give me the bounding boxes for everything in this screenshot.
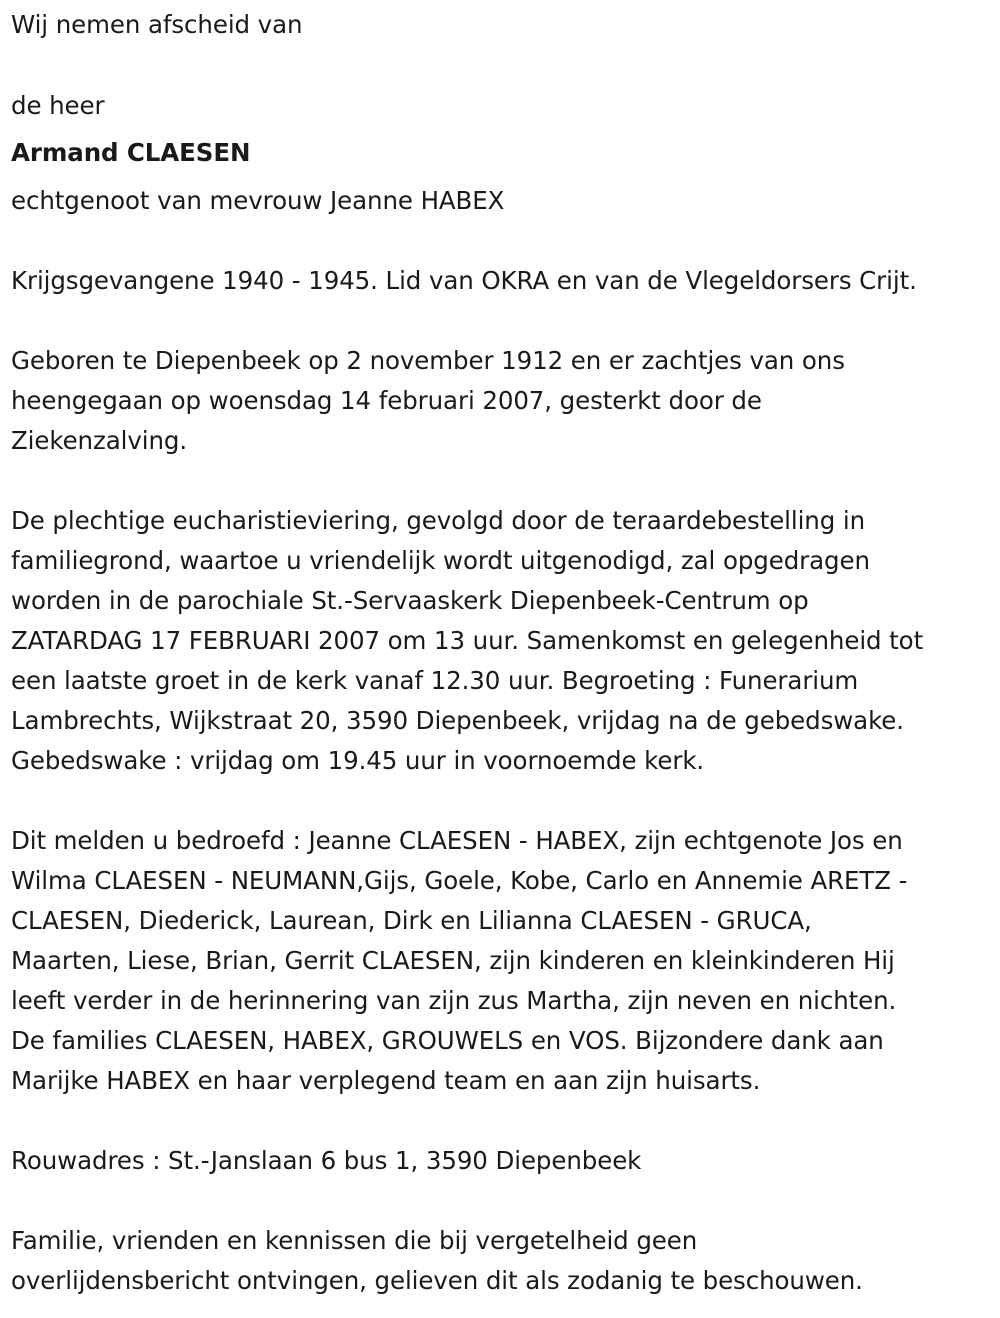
deceased-name: Armand CLAESEN (11, 138, 251, 167)
paragraph-line: Ziekenzalving. (11, 426, 188, 455)
paragraph-line: Familie, vrienden en kennissen die bij vergetelheid geen (11, 1226, 698, 1255)
paragraph-line: De plechtige eucharistieviering, gevolgd door de teraardebestelling in (11, 506, 865, 535)
spouse-line: echtgenoot van mevrouw Jeanne HABEX (11, 186, 505, 215)
paragraph-line: De families CLAESEN, HABEX, GROUWELS en VOS. Bijzondere dank aan (11, 1026, 884, 1055)
paragraph-biography (11, 261, 917, 301)
paragraph-line: Maarten, Liese, Brian, Gerrit CLAESEN, zijn kinderen en kleinkinderen Hij (11, 946, 895, 975)
paragraph-line: leeft verder in de herinnering van zijn zus Martha, zijn neven en nichten. (11, 986, 897, 1015)
paragraph-line: Krijgsgevangene 1940 - 1945. Lid van OKRA en van de Vlegeldorsers Crijt. (11, 266, 917, 295)
paragraph-line: CLAESEN, Diederick, Laurean, Dirk en Lilianna CLAESEN - GRUCA, (11, 906, 812, 935)
paragraph-birth-death (11, 341, 845, 461)
paragraph-line: familiegrond, waartoe u vriendelijk wordt uitgenodigd, zal opgedragen (11, 546, 870, 575)
paragraph-line: worden in de parochiale St.-Servaaskerk Diepenbeek-Centrum op (11, 586, 809, 615)
honorific: de heer (11, 91, 105, 120)
paragraph-closing (11, 1221, 863, 1301)
paragraph-line: ZATARDAG 17 FEBRUARI 2007 om 13 uur. Samenkomst en gelegenheid tot (11, 626, 924, 655)
paragraph-address (11, 1141, 641, 1181)
paragraph-line: Wilma CLAESEN - NEUMANN,Gijs, Goele, Kobe, Carlo en Annemie ARETZ - (11, 866, 908, 895)
intro-text: Wij nemen afscheid van (11, 10, 303, 39)
paragraph-line: overlijdensbericht ontvingen, gelieven dit als zodanig te beschouwen. (11, 1266, 863, 1295)
paragraph-family (11, 821, 907, 1101)
paragraph-line: Marijke HABEX en haar verplegend team en aan zijn huisarts. (11, 1066, 761, 1095)
paragraph-line: Lambrechts, Wijkstraat 20, 3590 Diepenbeek, vrijdag na de gebedswake. (11, 706, 904, 735)
paragraph-line: een laatste groet in de kerk vanaf 12.30 uur. Begroeting : Funerarium (11, 666, 859, 695)
paragraph-line: Rouwadres : St.-Janslaan 6 bus 1, 3590 Diepenbeek (11, 1146, 642, 1175)
paragraph-line: heengegaan op woensdag 14 februari 2007, gesterkt door de (11, 386, 762, 415)
paragraph-line: Geboren te Diepenbeek op 2 november 1912 en er zachtjes van ons (11, 346, 845, 375)
paragraph-ceremony (11, 501, 923, 781)
paragraph-line: Dit melden u bedroefd : Jeanne CLAESEN - HABEX, zijn echtgenote Jos en (11, 826, 903, 855)
paragraph-line: Gebedswake : vrijdag om 19.45 uur in voornoemde kerk. (11, 746, 705, 775)
